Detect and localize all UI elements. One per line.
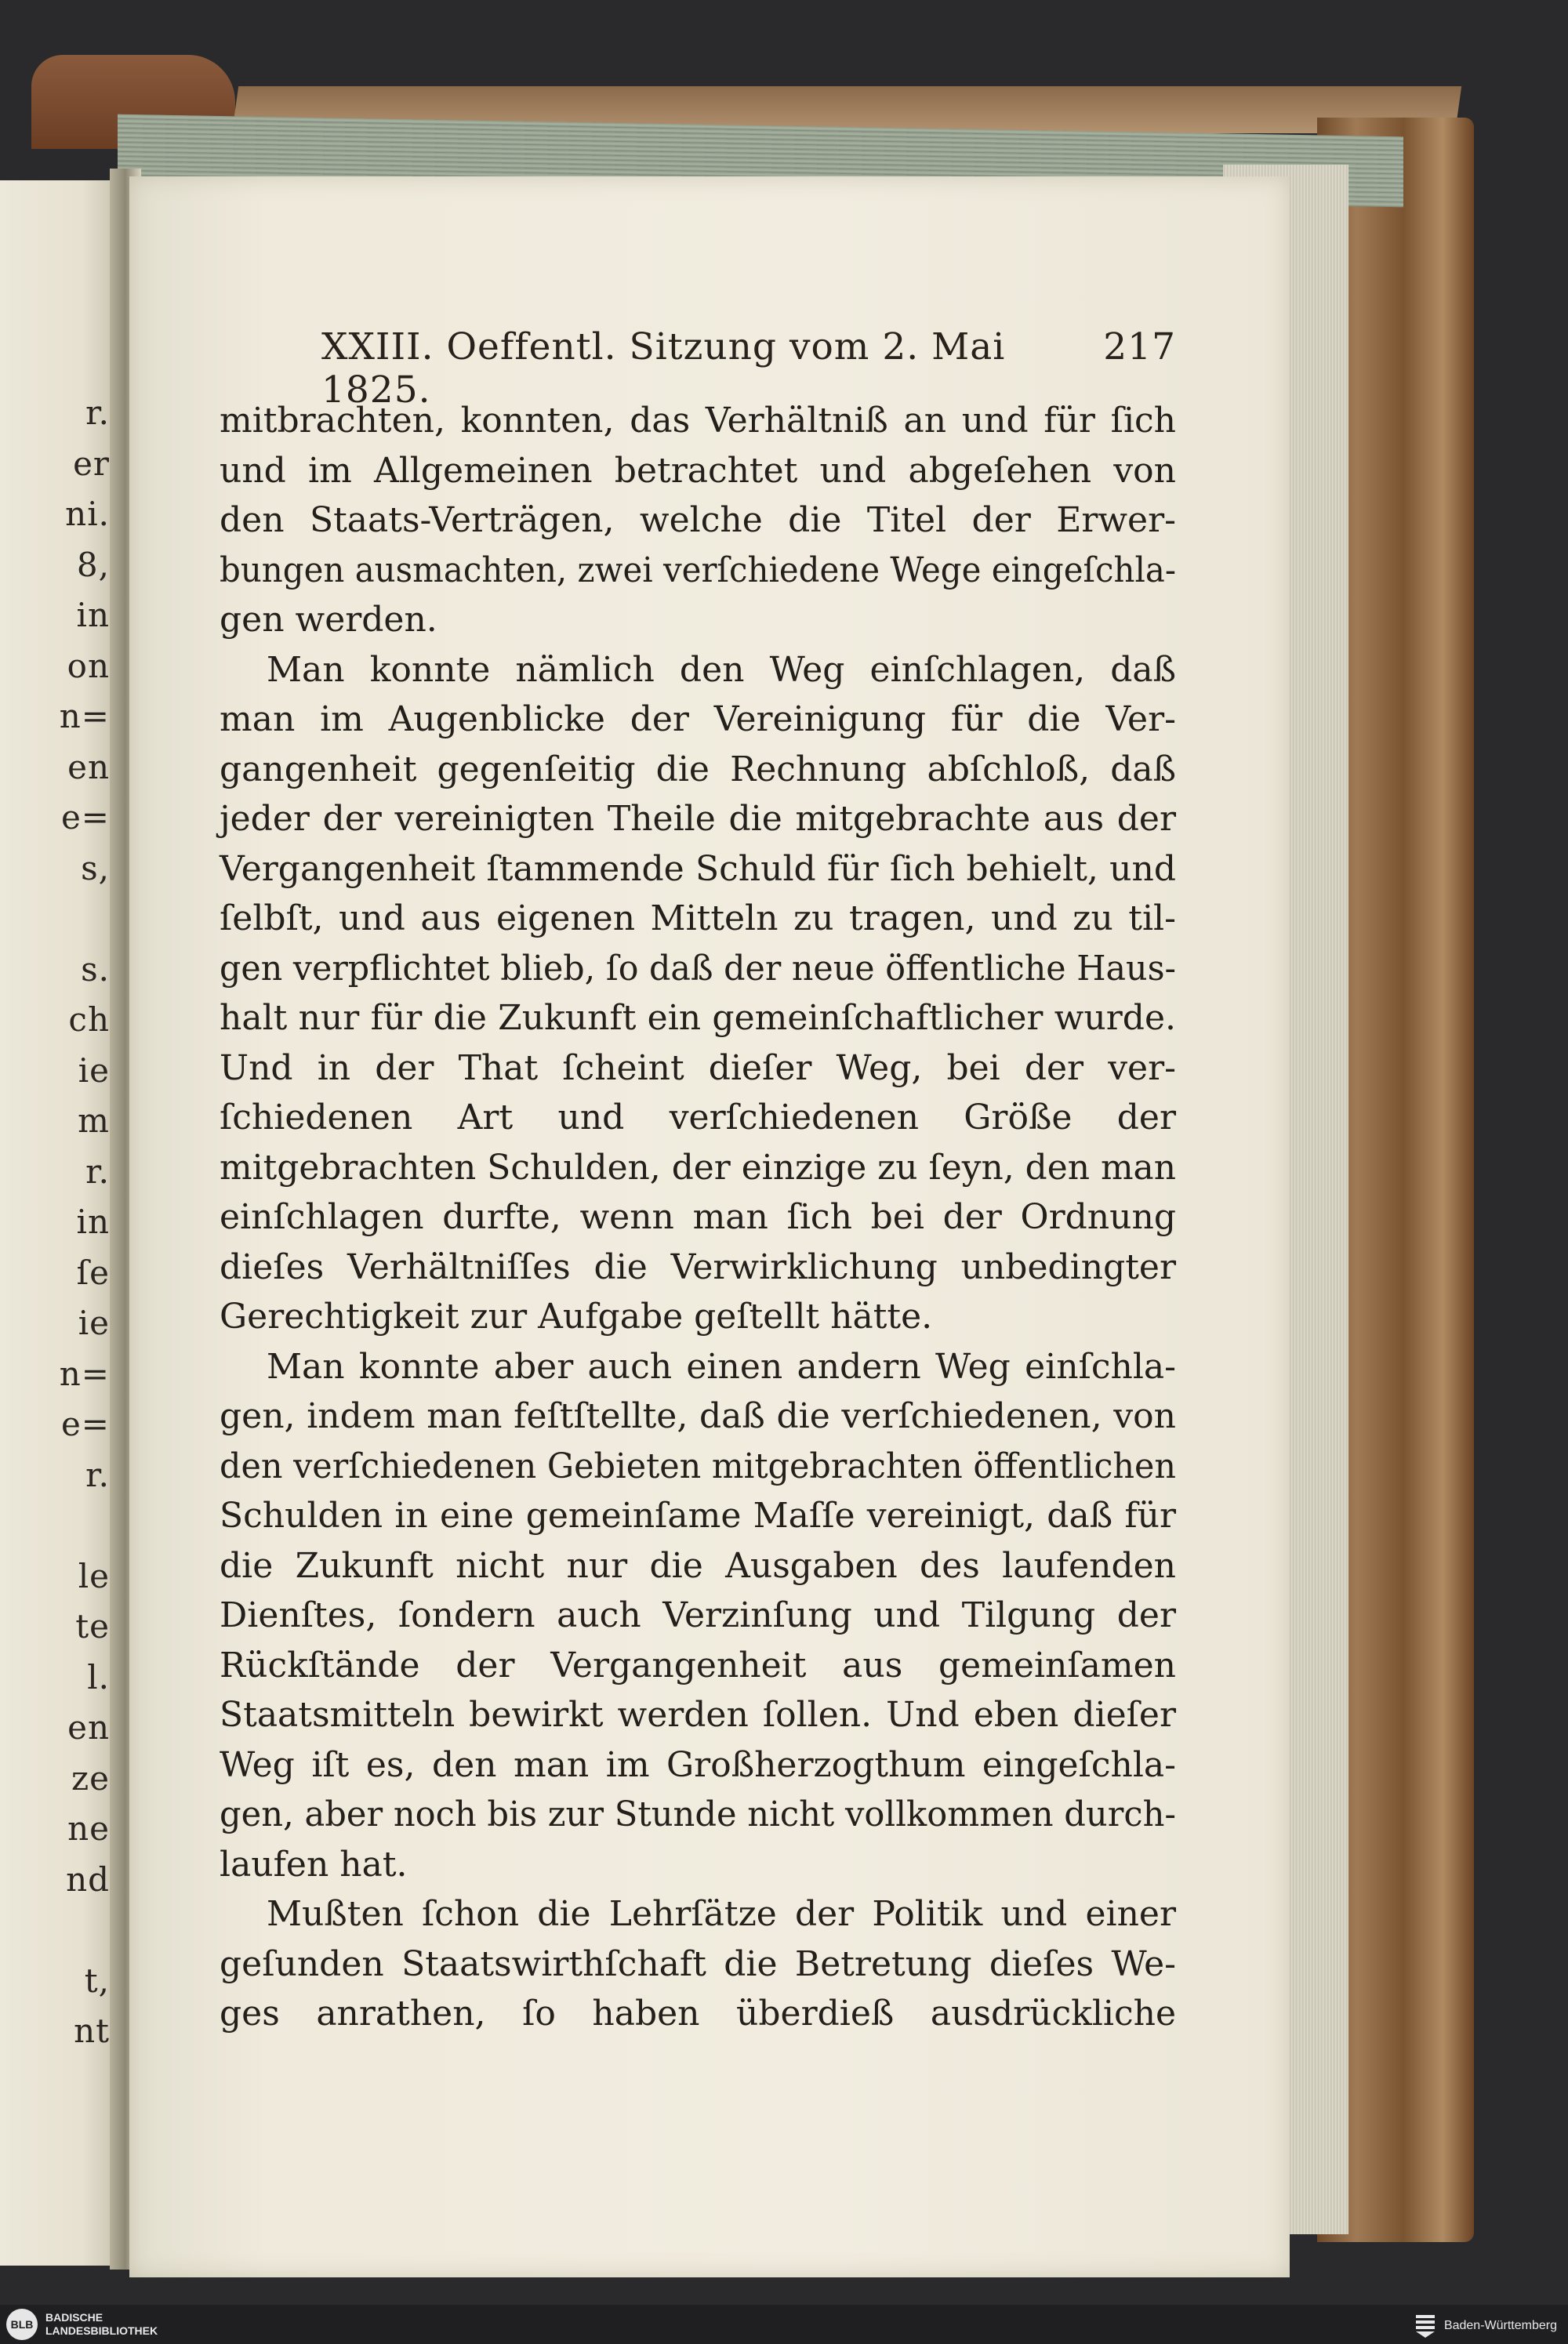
text-line: Weg iſt es, den man im Großherzogthum eingeſchla-: [220, 1744, 1176, 1785]
state-name: Baden-Württemberg: [1443, 2319, 1557, 2332]
left-fragment-line: er: [73, 444, 110, 483]
left-fragment-line: ch: [68, 1000, 110, 1039]
text-line: geſunden Staatswirthſchaft die Betretung dieſes We-: [220, 1943, 1176, 1984]
left-fragment-line: nd: [66, 1860, 110, 1899]
text-line: bungen ausmachten, zwei verſchiedene Wege eingeſchla-: [220, 550, 1176, 590]
running-title: XXIII. Oeffentl. Sitzung vom 2. Mai 1825.: [321, 325, 1006, 412]
state-branding: [1414, 2313, 1557, 2339]
left-fragment-line: on: [67, 646, 110, 685]
text-line: den Staats-Verträgen, welche die Titel der Erwer-: [220, 500, 1176, 540]
left-fragment-line: t,: [84, 1961, 110, 2000]
left-fragment-line: in: [76, 596, 110, 634]
text-line: gen verpflichtet blieb, ſo daß der neue öffentliche Haus-: [220, 948, 1176, 989]
left-fragment-line: [0, 1905, 110, 1956]
left-fragment-line: n=: [59, 697, 110, 735]
text-line: Schulden in eine gemeinſame Maſſe vereinigt, daß für: [220, 1496, 1176, 1536]
left-fragment-line: s,: [81, 848, 110, 887]
left-fragment-line: in: [76, 1203, 110, 1241]
text-line: mitbrachten, konnten, das Verhältniß an und für ſich: [220, 401, 1176, 441]
left-fragment-line: r.: [85, 1455, 110, 1494]
text-line: Und in der That ſcheint dieſer Weg, bei der ver-: [220, 1047, 1176, 1088]
text-line: jeder der vereinigten Theile die mitgebrachte aus der: [220, 799, 1176, 839]
left-fragment-line: e=: [60, 1405, 110, 1443]
left-fragment-line: nt: [74, 2012, 110, 2050]
left-fragment-line: te: [75, 1607, 110, 1646]
text-line: Man konnte aber auch einen andern Weg einſchla-: [267, 1346, 1176, 1387]
text-line: laufen hat.: [220, 1844, 408, 1885]
library-branding: [6, 2309, 158, 2340]
text-line: halt nur für die Zukunft ein gemeinſchaftlicher wurde.: [220, 998, 1176, 1038]
left-fragment-line: ie: [78, 1050, 110, 1090]
left-fragment-line: en: [67, 747, 110, 786]
left-fragment-line: l.: [87, 1657, 110, 1696]
page-number: 217: [1103, 325, 1176, 368]
left-fragment-line: 8,: [76, 545, 110, 584]
text-line: man im Augenblicke der Vereinigung für die Ver-: [220, 699, 1176, 739]
text-line: Staatsmitteln bewirkt werden ſollen. Und eben dieſer: [220, 1695, 1176, 1735]
text-line: Gerechtigkeit zur Aufgabe geſtellt hätte.: [220, 1297, 933, 1337]
left-fragment-line: e=: [60, 798, 110, 836]
left-fragment-line: en: [67, 1708, 110, 1747]
library-name-line-2: LANDESBIBLIOTHEK: [45, 2324, 158, 2337]
text-line: ges anrathen, ſo haben überdieß ausdrückliche: [220, 1994, 1176, 2034]
viewer-footer-bar: [0, 2305, 1568, 2344]
text-line: Man konnte nämlich den Weg einſchlagen, daß: [267, 649, 1176, 690]
left-fragment-line: r.: [85, 394, 110, 432]
text-line: einſchlagen durfte, wenn man ſich bei der Ordnung: [220, 1197, 1176, 1237]
left-fragment-line: ſe: [76, 1253, 110, 1292]
left-fragment-line: ne: [67, 1809, 110, 1848]
text-line: mitgebrachten Schulden, der einzige zu ſeyn, den man: [220, 1147, 1176, 1188]
left-fragment-line: [0, 1500, 110, 1551]
page-header: [321, 325, 1176, 412]
text-line: Dienſtes, ſondern auch Verzinſung und Tilgung der: [220, 1595, 1176, 1635]
text-line: und im Allgemeinen betrachtet und abgeſehen von: [220, 450, 1176, 491]
left-fragment-line: ze: [71, 1758, 110, 1798]
left-fragment-line: r.: [85, 1152, 110, 1191]
left-fragment-line: m: [78, 1101, 110, 1140]
left-fragment-line: ie: [78, 1304, 110, 1342]
library-name-line-1: BADISCHE: [45, 2311, 103, 2324]
text-line: gangenheit gegenſeitig die Rechnung abſchloß, daß: [220, 749, 1176, 789]
text-line: ſelbſt, und aus eigenen Mitteln zu tragen, und zu til-: [220, 898, 1176, 938]
left-page-text-fragments: [0, 388, 110, 2057]
text-line: die Zukunft nicht nur die Ausgaben des laufenden: [220, 1545, 1176, 1586]
library-name: [45, 2311, 158, 2338]
text-line: Rückſtände der Vergangenheit aus gemeinſamen: [220, 1645, 1176, 1685]
text-line: den verſchiedenen Gebieten mitgebrachten öffentlichen: [220, 1446, 1176, 1486]
left-fragment-line: [0, 894, 110, 945]
text-line: gen, aber noch bis zur Stunde nicht vollkommen durch-: [220, 1794, 1176, 1834]
text-line: ſchiedenen Art und verſchiedenen Größe der: [220, 1098, 1176, 1138]
text-line: dieſes Verhältniſſes die Verwirklichung unbedingter: [220, 1246, 1176, 1287]
state-coat-of-arms-icon: [1414, 2313, 1436, 2339]
text-line: Vergangenheit ſtammende Schuld für ſich behielt, und: [220, 848, 1176, 889]
text-line: gen werden.: [220, 600, 437, 640]
text-line: gen, indem man feſtſtellte, daß die verſchiedenen, von: [220, 1396, 1176, 1436]
text-line: Mußten ſchon die Lehrſätze der Politik und einer: [267, 1894, 1176, 1934]
left-fragment-line: s.: [81, 949, 110, 989]
page-body-text: [220, 396, 1176, 2039]
left-fragment-line: ni.: [65, 495, 110, 533]
blb-logo-icon: BLB: [6, 2309, 38, 2340]
left-fragment-line: n=: [59, 1354, 110, 1393]
left-fragment-line: le: [78, 1556, 110, 1595]
